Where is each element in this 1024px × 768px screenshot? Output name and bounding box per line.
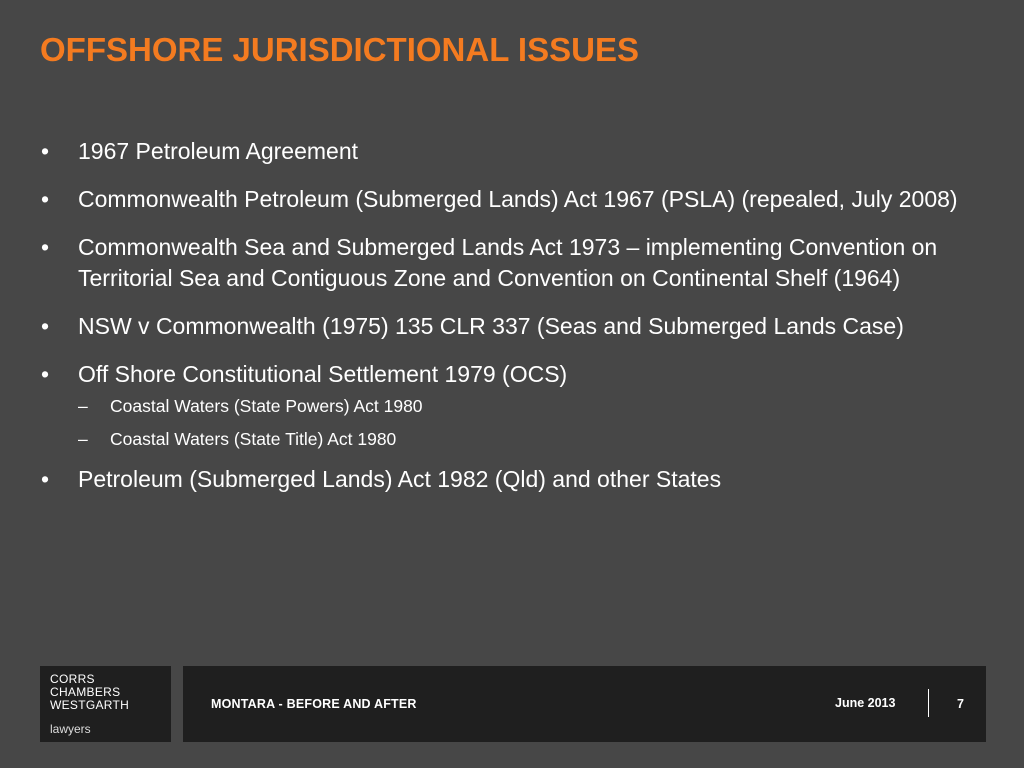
slide-title: OFFSHORE JURISDICTIONAL ISSUES	[40, 31, 639, 68]
footer-bar	[183, 666, 986, 742]
sub-bullet-text: Coastal Waters (State Title) Act 1980	[110, 429, 397, 449]
logo-line-1: CORRS	[50, 672, 95, 686]
page-number: 7	[957, 697, 964, 711]
bullet-marker: •	[41, 234, 50, 260]
bullet-item	[40, 184, 970, 215]
bullet-text: 1967 Petroleum Agreement	[78, 138, 359, 164]
logo-line-3: WESTGARTH	[50, 698, 130, 712]
presentation-date: June 2013	[835, 696, 896, 710]
sub-bullet-text: Coastal Waters (State Powers) Act 1980	[110, 396, 423, 416]
bullet-marker: •	[41, 361, 50, 387]
bullet-text: Commonwealth Petroleum (Submerged Lands) Act 1967 (PSLA) (repealed, July 2008)	[78, 186, 958, 212]
bullet-item	[40, 311, 970, 342]
bullet-marker: •	[41, 313, 50, 339]
logo-line-2: CHAMBERS	[50, 685, 121, 699]
bullet-item	[40, 359, 970, 390]
bullet-marker: •	[41, 466, 50, 492]
bullet-text: Petroleum (Submerged Lands) Act 1982 (Qld) and other States	[78, 466, 722, 492]
bullet-item	[40, 464, 970, 495]
logo-tagline: lawyers	[50, 722, 91, 736]
footer-divider	[928, 689, 929, 717]
company-logo	[40, 666, 171, 742]
sub-bullet-item	[40, 428, 970, 450]
sub-bullet-item	[40, 395, 970, 417]
sub-bullet-marker: –	[78, 429, 88, 449]
bullet-text: Off Shore Constitutional Settlement 1979 (OCS)	[78, 361, 568, 387]
bullet-text: NSW v Commonwealth (1975) 135 CLR 337 (Seas and Submerged Lands Case)	[78, 313, 904, 339]
bullet-item	[40, 136, 970, 167]
sub-bullet-list	[40, 395, 970, 450]
bullet-marker: •	[41, 138, 50, 164]
sub-bullet-marker: –	[78, 396, 88, 416]
bullet-marker: •	[41, 186, 50, 212]
presentation-title: MONTARA - BEFORE AND AFTER	[211, 697, 417, 711]
footer	[40, 666, 986, 742]
bullet-list	[40, 136, 970, 512]
bullet-item	[40, 232, 970, 294]
bullet-text: Commonwealth Sea and Submerged Lands Act 1973 – implementing Convention on Territorial Sea and Contiguous Zone and Convention on Continental Shelf (1964)	[78, 234, 938, 291]
